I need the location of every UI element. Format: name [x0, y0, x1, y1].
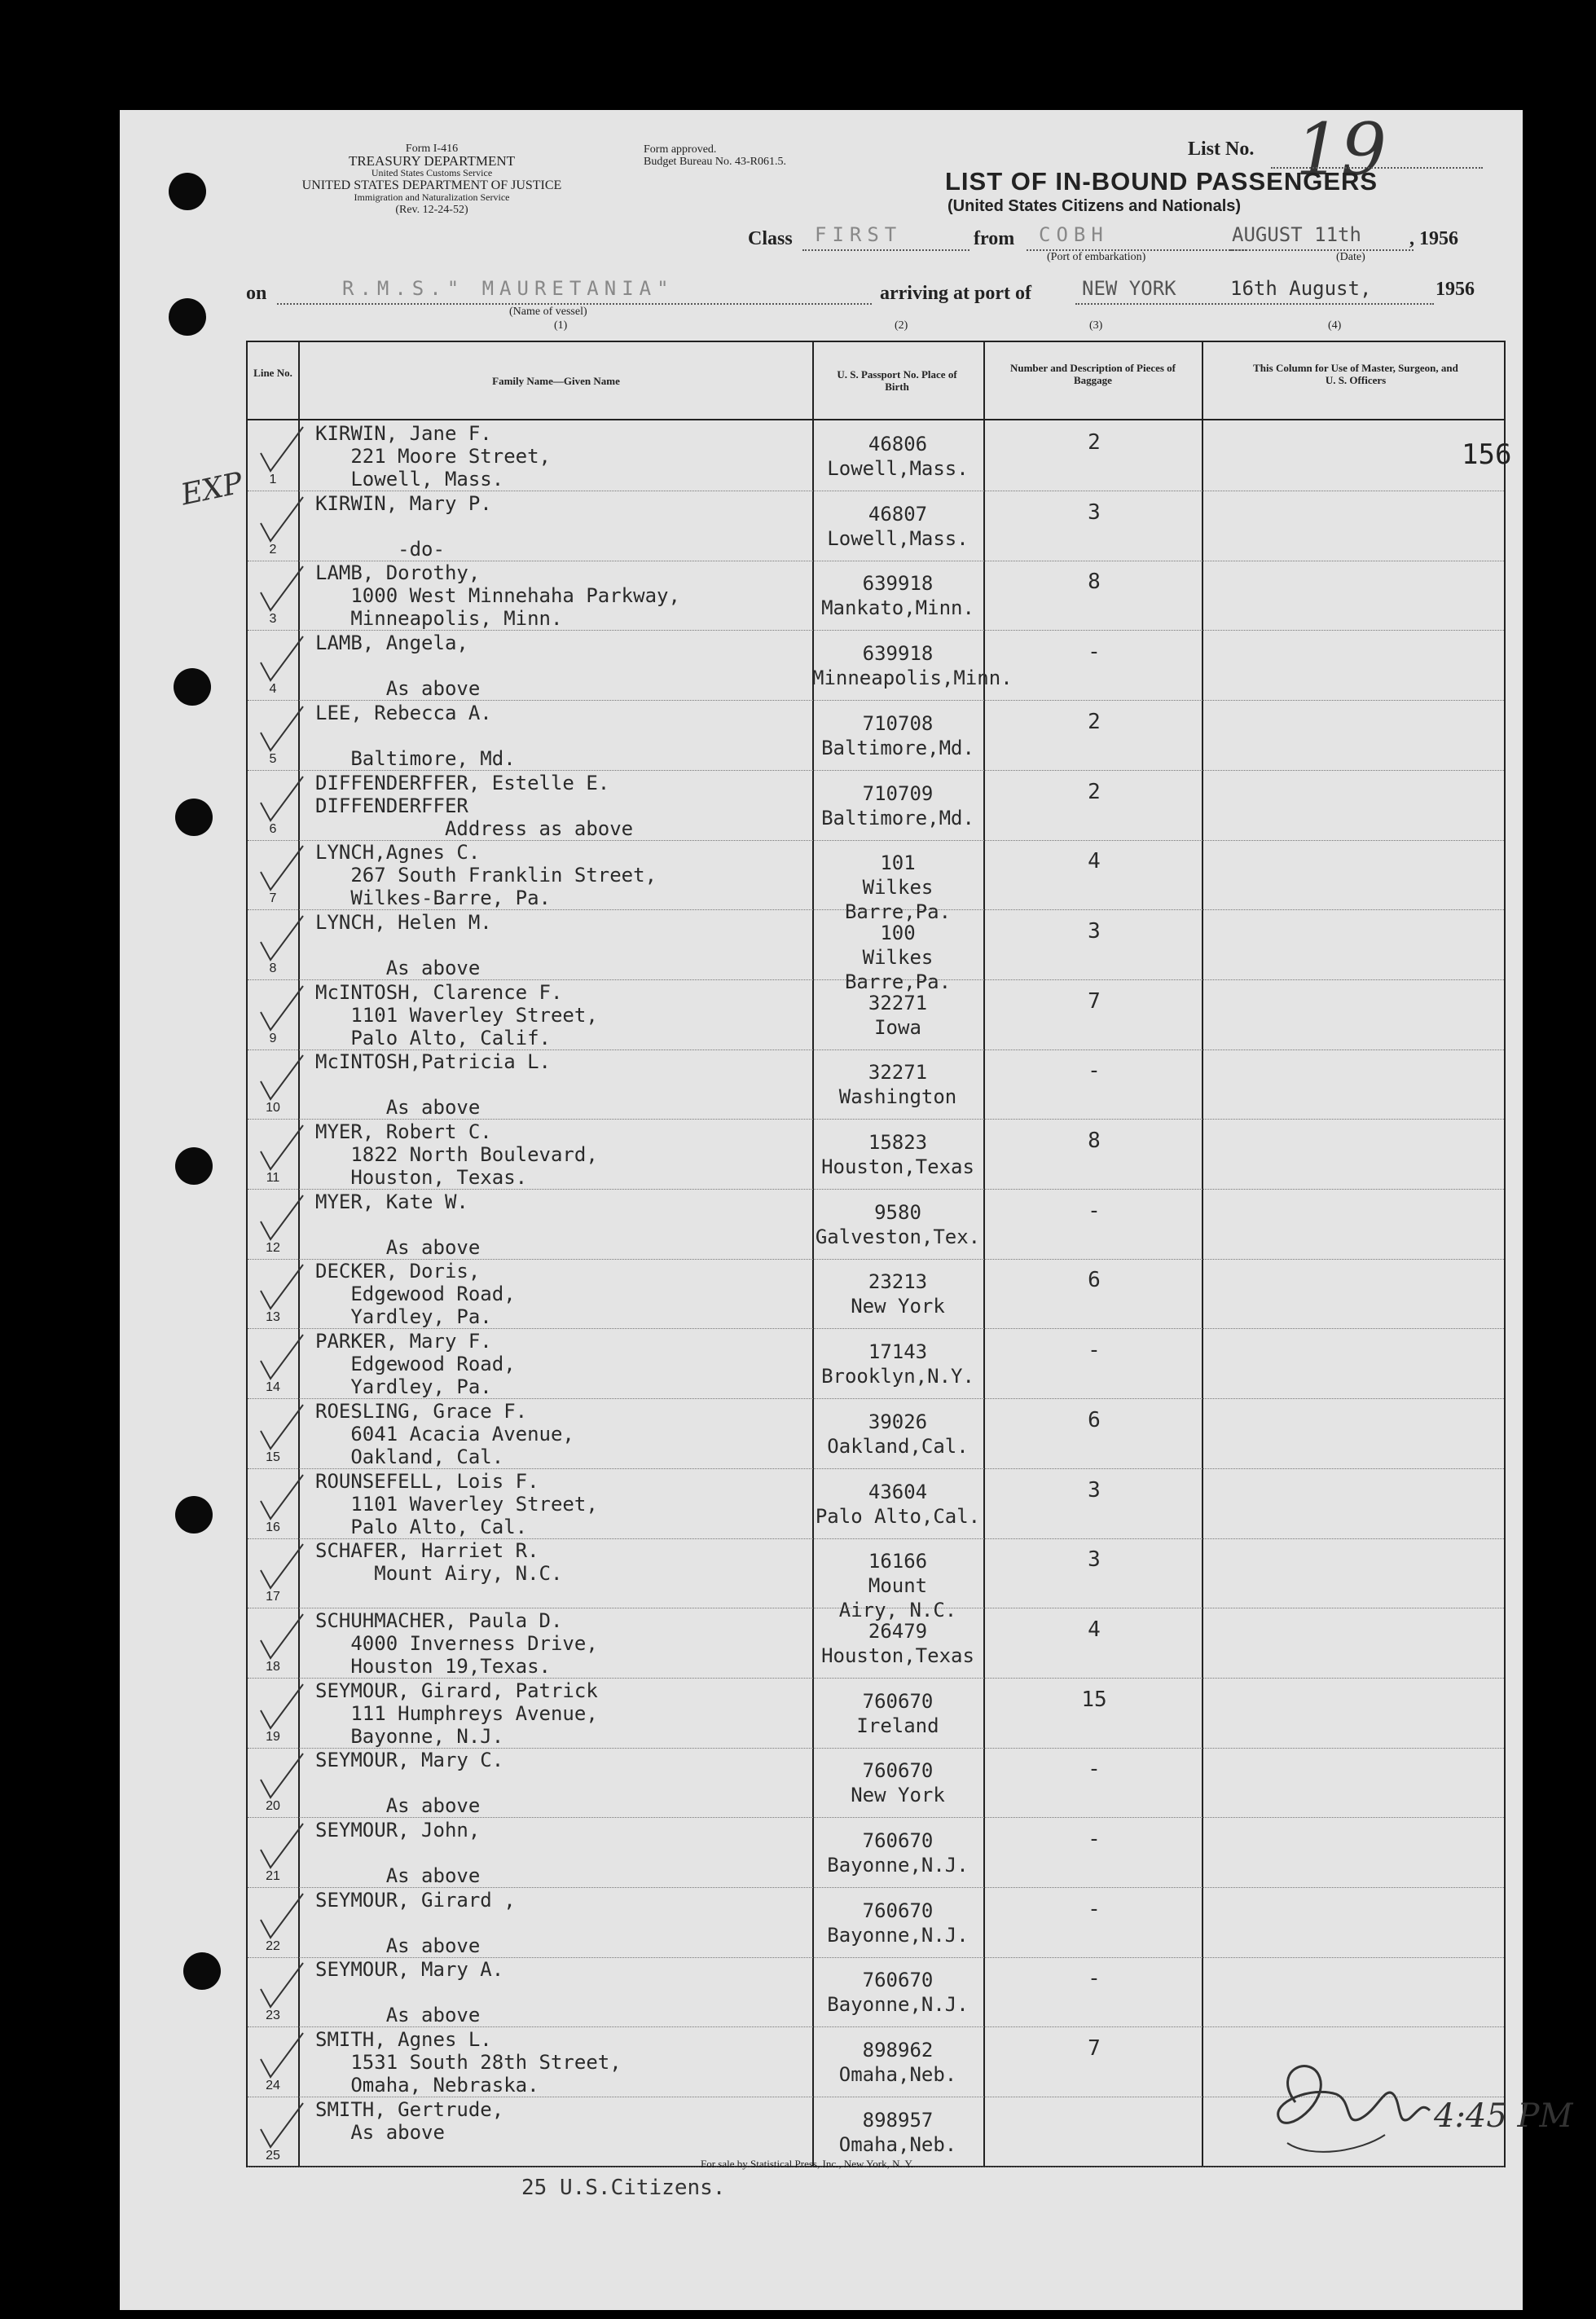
passport-birthplace: [812, 1340, 983, 1388]
line-number: 1: [269, 473, 277, 486]
check-mark-icon: [254, 1049, 311, 1106]
check-mark-icon: [254, 2097, 311, 2154]
check-mark-icon: [254, 1119, 311, 1176]
check-mark-icon: [254, 420, 311, 477]
passport-birthplace: [812, 2108, 983, 2157]
passport-birthplace: [812, 1270, 983, 1318]
col-header-baggage: Number and Description of Pieces of Baggage: [1009, 362, 1176, 386]
form-approved: Form approved.: [644, 143, 717, 156]
check-mark-icon: [254, 2026, 311, 2084]
passport-text: 16166 Mount Airy, N.C.: [838, 1550, 957, 1622]
baggage-count: 15: [1081, 1687, 1107, 1712]
passport-text: 760670 Bayonne,N.J.: [827, 1969, 969, 2017]
passenger-name: SCHAFER, Harriet R. Mount Airy, N.C.: [315, 1539, 563, 1586]
check-mark-icon: [254, 1887, 311, 1944]
line-number: 17: [266, 1590, 280, 1604]
passport-birthplace: [812, 1619, 983, 1668]
passenger-name: SMITH, Agnes L. 1531 South 28th Street, Omaha, Nebraska.: [315, 2028, 622, 2097]
table-row: [248, 1119, 1504, 1190]
passenger-name: LAMB, Angela, As above: [315, 631, 481, 701]
list-no-value: 19: [1295, 108, 1387, 191]
table-row: [248, 1817, 1504, 1888]
treasury-dept: TREASURY DEPARTMENT: [348, 153, 516, 169]
passport-text: 710709 Baltimore,Md.: [821, 781, 974, 829]
table-row: [248, 1468, 1504, 1539]
passport-birthplace: [812, 1758, 983, 1807]
passport-text: 46807 Lowell,Mass.: [827, 502, 969, 550]
table-row: [248, 1398, 1504, 1469]
punch-hole: [175, 799, 213, 836]
form-info-block: [253, 143, 611, 216]
caption-3: (3): [1089, 319, 1103, 332]
table-row: [248, 1608, 1504, 1679]
check-mark-icon: [254, 979, 311, 1036]
passport-text: 43604 Palo Alto,Cal.: [815, 1480, 981, 1528]
baggage-count: 3: [1088, 1547, 1101, 1573]
baggage-count: 4: [1088, 1617, 1101, 1642]
on-label: on: [246, 283, 267, 304]
baggage-count: 7: [1088, 988, 1101, 1014]
passenger-name: SEYMOUR, Mary C. As above: [315, 1749, 504, 1818]
check-mark-icon: [254, 1328, 311, 1385]
margin-note: EXP: [178, 466, 246, 513]
departure-date: AUGUST 11th: [1232, 223, 1361, 246]
baggage-count: 2: [1088, 709, 1101, 734]
baggage-count: 3: [1088, 918, 1101, 944]
form-revision: (Rev. 12-24-52): [395, 204, 468, 216]
class-line: [802, 249, 969, 251]
list-no-label: List No.: [1188, 139, 1255, 160]
passenger-name: MYER, Kate W. As above: [315, 1190, 481, 1259]
passenger-name: McINTOSH, Clarence F. 1101 Waverley Street, Palo Alto, Calif.: [315, 980, 598, 1049]
check-mark-icon: [254, 1538, 311, 1595]
baggage-count: 4: [1088, 849, 1101, 874]
approval-block: [644, 143, 786, 168]
passport-birthplace: [812, 1828, 983, 1877]
line-number: 19: [266, 1729, 280, 1744]
baggage-count: -: [1088, 1058, 1101, 1084]
passport-text: 39026 Oakland,Cal.: [827, 1410, 969, 1458]
passport-birthplace: [812, 502, 983, 551]
table-row: [248, 560, 1504, 631]
passport-text: 32271 Washington: [838, 1061, 957, 1109]
arriving-label: arriving at port of: [880, 283, 1031, 304]
check-mark-icon: [254, 1956, 311, 2013]
passport-birthplace: [812, 1689, 983, 1738]
table-row: [248, 1538, 1504, 1622]
passenger-table: [246, 341, 1512, 2167]
passport-text: 710708 Baltimore,Md.: [821, 711, 974, 759]
passenger-name: ROESLING, Grace F. 6041 Acacia Avenue, Oakland, Cal.: [315, 1399, 574, 1468]
line-number: 5: [269, 751, 277, 766]
passport-birthplace: [812, 432, 983, 481]
baggage-count: 7: [1088, 2036, 1101, 2062]
line-number: 7: [269, 891, 277, 906]
stamp-number: 156: [1462, 438, 1512, 471]
arrival-date: 16th August,: [1230, 277, 1372, 300]
line-number: 9: [269, 1031, 277, 1045]
check-mark-icon: [254, 1678, 311, 1735]
check-mark-icon: [254, 1189, 311, 1246]
col-header-name: Family Name—Given Name: [492, 375, 620, 387]
passport-birthplace: [812, 571, 983, 620]
passenger-name: SEYMOUR, Girard , As above: [315, 1888, 516, 1957]
passenger-name: SMITH, Gertrude, As above: [315, 2097, 504, 2144]
punch-hole: [169, 173, 206, 210]
passport-text: 46806 Lowell,Mass.: [827, 433, 969, 480]
passport-text: 760670 Bayonne,N.J.: [827, 1899, 969, 1947]
passport-birthplace: [812, 1899, 983, 1947]
check-mark-icon: [254, 1817, 311, 1874]
passport-text: 101 Wilkes Barre,Pa.: [844, 851, 952, 924]
passport-birthplace: [812, 1130, 983, 1179]
baggage-count: 3: [1088, 499, 1101, 525]
punch-hole: [174, 668, 211, 706]
check-mark-icon: [254, 770, 311, 827]
passport-text: 639918 Minneapolis,Minn.: [812, 642, 1013, 690]
officer-signature: [1263, 2037, 1573, 2176]
passenger-name: McINTOSH,Patricia L. As above: [315, 1050, 551, 1120]
check-mark-icon: [254, 909, 311, 966]
baggage-count: 2: [1088, 779, 1101, 804]
line-number: 2: [269, 542, 277, 557]
passenger-name: DIFFENDERFFER, Estelle E. DIFFENDERFFER Address as above: [315, 771, 634, 840]
passport-birthplace: [812, 1968, 983, 2017]
baggage-count: 2: [1088, 430, 1101, 455]
check-mark-icon: [254, 1608, 311, 1665]
passport-birthplace: [812, 1480, 983, 1529]
line-number: 24: [266, 2079, 280, 2093]
arrival-year: 1956: [1436, 279, 1475, 300]
baggage-count: 8: [1088, 570, 1101, 595]
baggage-count: 6: [1088, 1268, 1101, 1293]
table-row: [248, 1956, 1504, 2027]
punch-hole: [175, 1496, 213, 1534]
passport-birthplace: [812, 991, 983, 1040]
passport-text: 639918 Mankato,Minn.: [821, 572, 974, 620]
table-row: [248, 630, 1504, 701]
line-number: 4: [269, 682, 277, 697]
passenger-name: ROUNSEFELL, Lois F. 1101 Waverley Street, Palo Alto, Cal.: [315, 1469, 598, 1538]
passport-text: 17143 Brooklyn,N.Y.: [821, 1340, 974, 1388]
check-mark-icon: [254, 560, 311, 617]
line-number: 12: [266, 1240, 280, 1255]
vessel-caption: (Name of vessel): [509, 306, 587, 318]
passport-text: 100 Wilkes Barre,Pa.: [844, 921, 952, 993]
table-row: [248, 1049, 1504, 1120]
manifest-title: LIST OF IN-BOUND PASSENGERS: [945, 167, 1378, 196]
line-number: 20: [266, 1799, 280, 1814]
passenger-name: LYNCH,Agnes C. 267 South Franklin Street, Wilkes-Barre, Pa.: [315, 841, 657, 910]
class-label: Class: [748, 228, 793, 249]
form-number: Form I-416: [405, 143, 459, 155]
line-number: 10: [266, 1101, 280, 1115]
baggage-count: 6: [1088, 1407, 1101, 1432]
table-row: [248, 909, 1504, 993]
table-row: [248, 1328, 1504, 1399]
check-mark-icon: [254, 491, 311, 548]
baggage-count: -: [1088, 640, 1101, 665]
line-number: 22: [266, 1938, 280, 1953]
check-mark-icon: [254, 1258, 311, 1315]
table-row: [248, 839, 1504, 924]
total-citizens: 25 U.S.Citizens.: [521, 2176, 726, 2200]
passport-text: 760670 Bayonne,N.J.: [827, 1829, 969, 1877]
passenger-name: PARKER, Mary F. Edgewood Road, Yardley, Pa.: [315, 1330, 516, 1399]
line-number: 11: [266, 1171, 280, 1185]
line-number: 18: [266, 1659, 280, 1674]
baggage-count: -: [1088, 1338, 1101, 1363]
passenger-name: KIRWIN, Mary P. -do-: [315, 491, 492, 561]
passenger-name: LEE, Rebecca A. Baltimore, Md.: [315, 701, 516, 770]
check-mark-icon: [254, 700, 311, 757]
passport-birthplace: [812, 711, 983, 760]
baggage-count: -: [1088, 1966, 1101, 1991]
class-value: FIRST: [815, 223, 903, 246]
baggage-count: -: [1088, 1198, 1101, 1223]
check-mark-icon: [254, 1747, 311, 1804]
passport-text: 32271 Iowa: [868, 991, 928, 1039]
line-number: 25: [266, 2148, 280, 2163]
col-header-line-no: Line No.: [253, 367, 292, 379]
date-caption: (Date): [1336, 251, 1365, 263]
embark-caption: (Port of embarkation): [1047, 251, 1146, 263]
port-of-embarkation: COBH: [1039, 223, 1109, 246]
passport-birthplace: [812, 1410, 983, 1459]
justice-dept: UNITED STATES DEPARTMENT OF JUSTICE: [301, 178, 562, 192]
line-number: 8: [269, 961, 277, 975]
from-label: from: [974, 228, 1015, 249]
punch-hole: [183, 1952, 221, 1990]
baggage-count: -: [1088, 1757, 1101, 1782]
passport-birthplace: [812, 2038, 983, 2087]
caption-4: (4): [1328, 319, 1342, 332]
line-number: 14: [266, 1380, 280, 1395]
check-mark-icon: [254, 1398, 311, 1455]
passport-birthplace: [812, 1060, 983, 1109]
table-row: [248, 491, 1504, 561]
table-row: [248, 1258, 1504, 1329]
passport-text: 898957 Omaha,Neb.: [838, 2108, 957, 2156]
customs-service: United States Customs Service: [371, 167, 493, 178]
line-number: 13: [266, 1310, 280, 1325]
passenger-name: KIRWIN, Jane F. 221 Moore Street, Lowell, Mass.: [315, 422, 551, 491]
passport-birthplace: [812, 1200, 983, 1249]
passenger-name: LAMB, Dorothy, 1000 West Minnehaha Parkway, Minneapolis, Minn.: [315, 561, 680, 631]
table-row: [248, 420, 1504, 491]
manifest-subtitle: (United States Citizens and Nationals): [947, 197, 1242, 215]
col-header-officers: This Column for Use of Master, Surgeon, and U. S. Officers: [1253, 362, 1458, 386]
col-header-passport: U. S. Passport No. Place of Birth: [837, 368, 957, 393]
immigration-service: Immigration and Naturalization Service: [354, 191, 510, 203]
line-number: 15: [266, 1450, 280, 1464]
table-row: [248, 700, 1504, 771]
line-number: 23: [266, 2009, 280, 2023]
check-mark-icon: [254, 630, 311, 687]
date-line: [1230, 249, 1414, 251]
punch-hole: [169, 298, 206, 336]
baggage-count: 3: [1088, 1477, 1101, 1503]
baggage-count: -: [1088, 1896, 1101, 1921]
check-mark-icon: [254, 839, 311, 896]
baggage-count: 8: [1088, 1129, 1101, 1153]
budget-bureau: Budget Bureau No. 43-R061.5.: [644, 156, 786, 168]
passport-text: 9580 Galveston,Tex.: [815, 1200, 981, 1248]
punch-hole: [175, 1147, 213, 1185]
arrival-port: NEW YORK: [1082, 277, 1176, 300]
arrival-line: [1075, 303, 1434, 305]
passenger-name: DECKER, Doris, Edgewood Road, Yardley, Pa.: [315, 1260, 516, 1329]
passport-text: 760670 Ireland: [856, 1689, 939, 1737]
table-row: [248, 979, 1504, 1050]
table-row: [248, 1678, 1504, 1749]
line-number: 16: [266, 1520, 280, 1534]
check-mark-icon: [254, 1468, 311, 1525]
passenger-name: SEYMOUR, Mary A. As above: [315, 1958, 504, 2027]
line-number: 6: [269, 821, 277, 836]
vessel-name: R.M.S." MAURETANIA": [342, 277, 675, 300]
table-row: [248, 1189, 1504, 1260]
passport-birthplace: [812, 781, 983, 830]
passport-text: 23213 New York: [851, 1270, 945, 1318]
passport-text: 26479 Houston,Texas: [821, 1619, 974, 1667]
passenger-name: SCHUHMACHER, Paula D. 4000 Inverness Drive, Houston 19,Texas.: [315, 1608, 598, 1678]
departure-year: , 1956: [1409, 228, 1458, 249]
passport-text: 898962 Omaha,Neb.: [838, 2039, 957, 2087]
caption-1: (1): [554, 319, 568, 332]
signature-time: 4:45 PM: [1434, 2097, 1573, 2135]
passport-text: 15823 Houston,Texas: [821, 1131, 974, 1178]
passport-text: 760670 New York: [851, 1759, 945, 1807]
passport-birthplace: [812, 641, 1013, 690]
passenger-name: MYER, Robert C. 1822 North Boulevard, Houston, Texas.: [315, 1120, 598, 1189]
table-row: [248, 1887, 1504, 1958]
passenger-name: LYNCH, Helen M. As above: [315, 910, 492, 979]
caption-2: (2): [895, 319, 908, 332]
passenger-name: SEYMOUR, Girard, Patrick 111 Humphreys Avenue, Bayonne, N.J.: [315, 1679, 598, 1748]
baggage-count: -: [1088, 1827, 1101, 1851]
line-number: 3: [269, 612, 277, 627]
vessel-line: [277, 303, 872, 305]
table-row: [248, 770, 1504, 841]
printer-credit: For sale by Statistical Press, Inc., New York, N. Y.: [701, 2158, 914, 2170]
passenger-name: SEYMOUR, John, As above: [315, 1819, 481, 1887]
table-row: [248, 1747, 1504, 1818]
line-number: 21: [266, 1869, 280, 1883]
